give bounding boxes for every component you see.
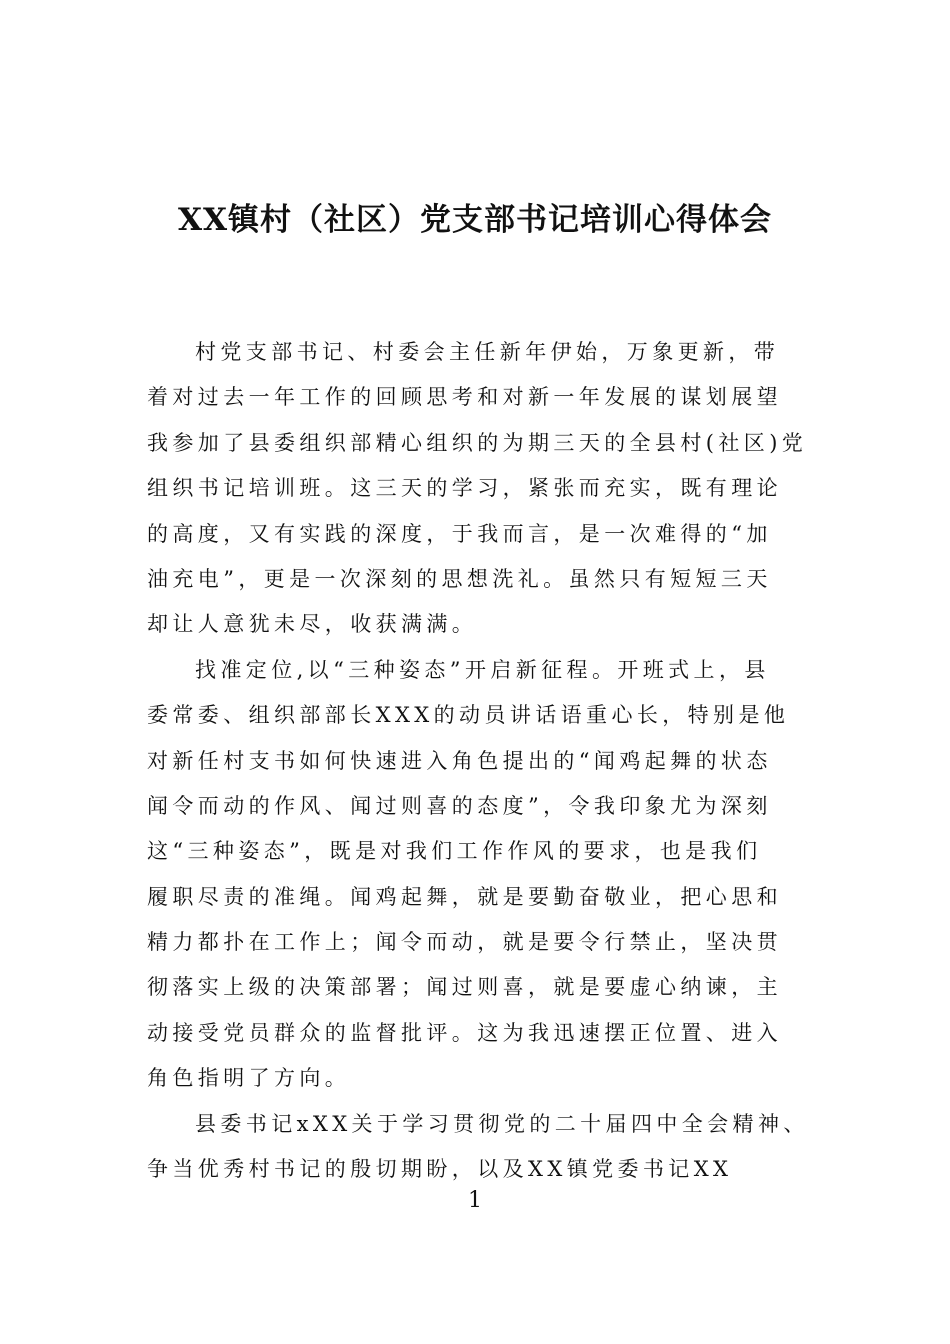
- paragraph-line: 组织书记培训班。这三天的学习，紧张而充实，既有理论: [147, 476, 782, 501]
- paragraph-line: 油充电”，更是一次深刻的思想洗礼。虽然只有短短三天: [147, 566, 772, 591]
- document-title: XX镇村（社区）党支部书记培训心得体会: [177, 202, 773, 238]
- page-number: 1: [468, 1188, 482, 1213]
- paragraph-line: 闻令而动的作风、闻过则喜的态度”，令我印象尤为深刻: [147, 793, 772, 818]
- paragraph-line: 对新任村支书如何快速进入角色提出的“闻鸡起舞的状态: [147, 748, 772, 773]
- paragraph-line: 这“三种姿态”，既是对我们工作作风的要求，也是我们: [147, 839, 762, 864]
- paragraph-line: 的高度，又有实践的深度，于我而言，是一次难得的“加: [147, 521, 772, 546]
- paragraph-line: 精力都扑在工作上；闻令而动，就是要令行禁止，坚决贯: [147, 930, 782, 955]
- paragraph-line: 着对过去一年工作的回顾思考和对新一年发展的谋划展望: [147, 385, 782, 410]
- paragraph-line: 找准定位,以“三种姿态”开启新征程。开班式上，县: [195, 657, 770, 682]
- paragraph-line: 争当优秀村书记的殷切期盼，以及XX镇党委书记XX: [147, 1157, 733, 1182]
- paragraph-line: 彻落实上级的决策部署；闻过则喜，就是要虚心纳谏，主: [147, 975, 782, 1000]
- paragraph-line: 委常委、组织部部长XXX的动员讲话语重心长，特别是他: [147, 703, 790, 728]
- paragraph-line: 县委书记xXX关于学习贯彻党的二十届四中全会精神、: [195, 1111, 809, 1136]
- document-body: [147, 330, 827, 1192]
- paragraph-line: 却让人意犹未尽，收获满满。: [147, 612, 478, 637]
- paragraph-line: 履职尽责的准绳。闻鸡起舞，就是要勤奋敬业，把心思和: [147, 884, 782, 909]
- paragraph-line: 角色指明了方向。: [147, 1066, 351, 1091]
- paragraph-line: 村党支部书记、村委会主任新年伊始，万象更新，带: [195, 340, 780, 364]
- paragraph-line: 我参加了县委组织部精心组织的为期三天的全县村(社区)党: [147, 430, 808, 455]
- paragraph-line: 动接受党员群众的监督批评。这为我迅速摆正位置、进入: [147, 1020, 782, 1045]
